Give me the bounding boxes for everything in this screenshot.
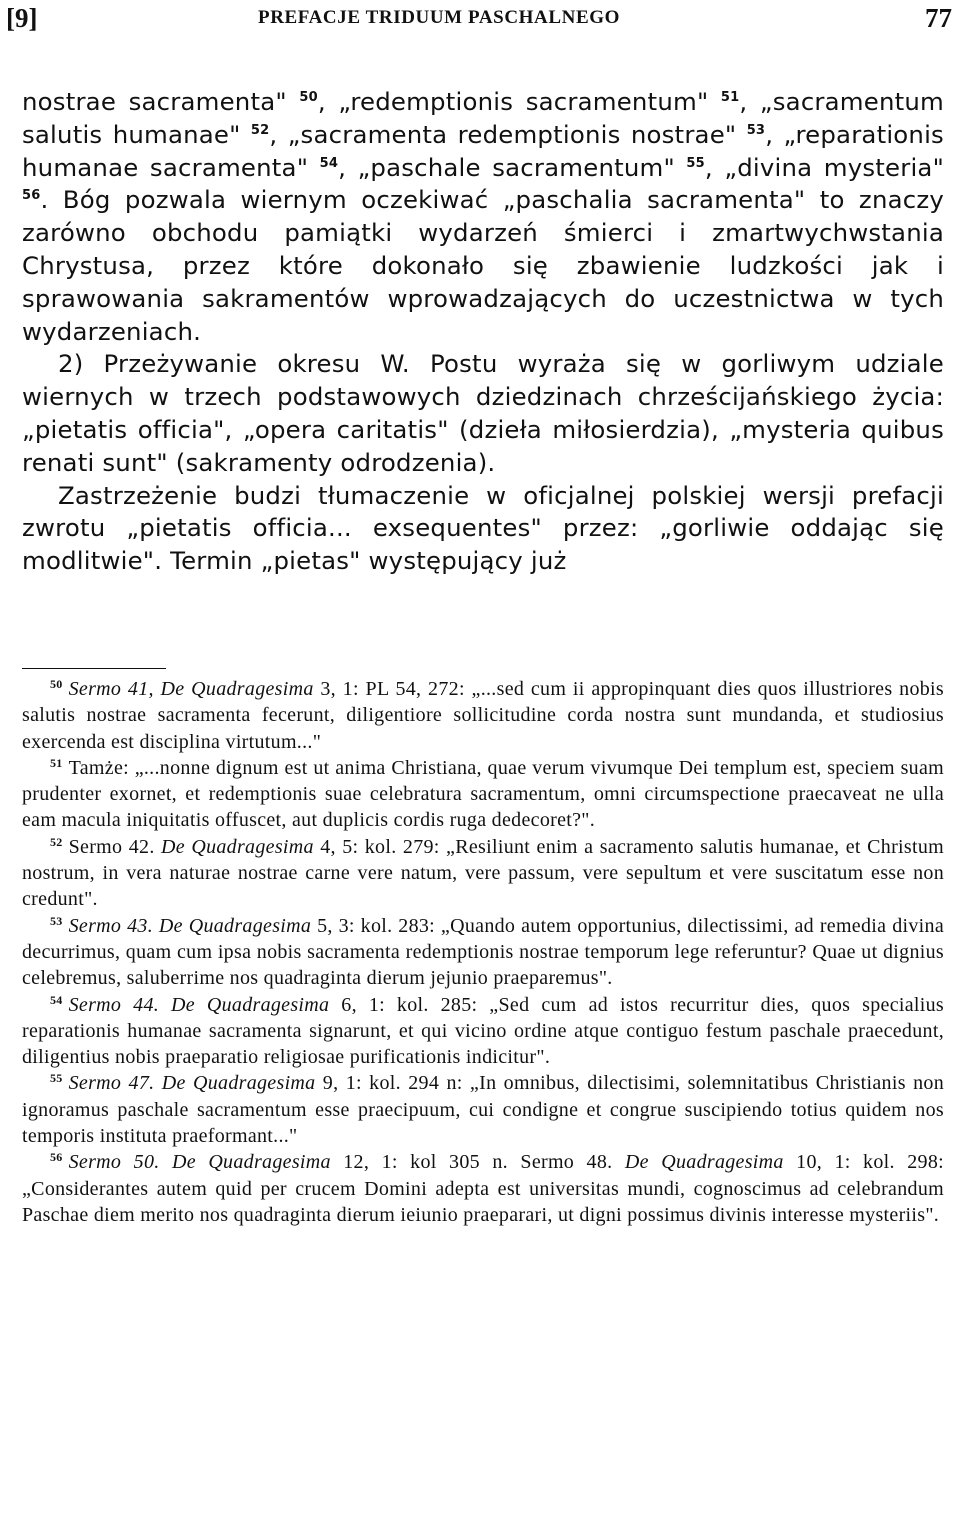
running-title: PREFACJE TRIDUUM PASCHALNEGO xyxy=(258,7,620,28)
footnote-text: 9, 1: kol. 294 n: „In omnibus, dilectisimi, solemnitatibus Christianis non ignoramus paschale sacramentum esse praecipuum, cui condigne et congrue suscipiendo totius quidem nos temporis instituta praeformant..." xyxy=(22,1072,944,1148)
text-run: , „reparationis humanae sacramenta" xyxy=(22,119,944,182)
paragraph-2: 2) Przeżywanie okresu W. Postu wyraża się w gorliwym udziale wiernych w trzech podstawowych dziedzinach chrześcijańskiego życia: „pietatis officia", „opera caritatis" (dzieła miłosierdzia), „mysteria quibus renati sunt" (sakramenty odrodzenia). xyxy=(22,349,944,477)
citation-title: Sermo 41, De Quadragesima xyxy=(68,678,314,700)
footnote-number: 53 xyxy=(50,913,63,928)
text-run: , „paschale sacramentum" xyxy=(338,152,675,182)
footnote-51 xyxy=(22,755,944,834)
citation-title: Sermo 50. De Quadragesima xyxy=(68,1151,331,1174)
footnote-number: 51 xyxy=(50,755,63,770)
section-number: [9] xyxy=(6,3,38,33)
footnote-number: 54 xyxy=(50,992,63,1007)
footnote-ref: 52 xyxy=(250,122,270,138)
footnote-ref: 55 xyxy=(686,155,705,171)
footnote-ref: 56 xyxy=(22,188,41,204)
text-run: , „sacramentum salutis humanae" xyxy=(22,87,945,149)
citation-title: De Quadragesima xyxy=(161,835,314,858)
footnote-ref: 51 xyxy=(720,90,740,105)
citation-lead: Sermo 42. xyxy=(68,835,162,858)
footnote-56 xyxy=(22,1149,944,1228)
text-run: , „divina mysteria" xyxy=(704,152,945,182)
footnote-text: 6, 1: kol. 285: „Sed cum ad istos recurritur dies, quos specialius reparationis humanae sacramenta signarunt, et qui vicino ordine atque contiguo festum paschale praecedunt, diligentius nobis praeparatio religiosae purificationis indicitur". xyxy=(22,993,945,1069)
paragraph-1 xyxy=(22,86,944,348)
main-text xyxy=(22,86,944,578)
footnote-number: 55 xyxy=(50,1071,63,1086)
footnote-55 xyxy=(22,1070,944,1149)
footnote-text: 3, 1: PL 54, 272: „...sed cum ii appropinquant dies quos illustriores nobis salutis nostrae sacramenta fecerunt, diligentiore sollicitudine corda nostra sunt mundanda, et studiosius exercenda est disciplina virtutum..." xyxy=(22,678,944,753)
citation-title: De Quadragesima xyxy=(624,1151,784,1174)
footnote-text: Tamże: „...nonne dignum est ut anima Christiana, quae verum vivumque Dei templum est, speciem suam prudenter exornet, et redemptionis suae celebratura sacramentum, omni circumspectione praecaveat ne ulla eam macula iniquitatis offuscet, aut duplicis cordis ruga dedecoret?". xyxy=(22,756,944,832)
text-run: , „redemptionis sacramentum" xyxy=(317,87,709,116)
citation-title: Sermo 47. De Quadragesima xyxy=(68,1072,316,1095)
text-run: nostrae sacramenta" xyxy=(22,87,287,116)
footnote-52 xyxy=(22,834,944,913)
citation-title: Sermo 43. De Quadragesima xyxy=(68,914,312,937)
footnotes xyxy=(22,676,944,1228)
text-run: , „sacramenta redemptionis nostrae" xyxy=(269,119,737,149)
footnote-ref: 54 xyxy=(319,155,339,171)
footnote-text: 5, 3: kol. 283: „Quando autem opportunius, dilectissimi, ad remedia divina decurrimus, quam cum ipsa nobis sacramenta redemptionis nostrae temporum lege referuntur? Quae ut dignius celebremus, saluberrime nos quadraginta dierum jejunio praeparemus". xyxy=(22,914,945,990)
text-run: . Bóg pozwala wiernym oczekiwać „paschalia sacramenta" to znaczy zarówno obchodu pamiątki wydarzeń śmierci i zmartwychwstania Chrystusa, przez które dokonało się zbawienie ludzkości jak i sprawowania sakramentów wprowadzających do uczestnictwa w tych wydarzeniach. xyxy=(22,185,944,346)
citation-title: Sermo 44. De Quadragesima xyxy=(68,993,330,1016)
footnote-text: 4, 5: kol. 279: „Resiliunt enim a sacramento salutis humanae, et Christum nostrum, in vera naturae nostrae carne vere natum, vere passum, vere sepultum et vere suscitatum esse non credunt". xyxy=(22,835,945,911)
paragraph-3: Zastrzeżenie budzi tłumaczenie w oficjalnej polskiej wersji prefacji zwrotu „pietatis officia... exsequentes" przez: „gorliwie oddając się modlitwie". Termin „pietas" występujący już xyxy=(22,480,944,576)
footnote-number: 52 xyxy=(50,834,63,849)
footnote-ref: 50 xyxy=(299,90,318,105)
running-header xyxy=(0,3,960,37)
footnote-50 xyxy=(22,676,944,755)
footnote-number: 56 xyxy=(50,1150,63,1165)
footnote-54 xyxy=(22,992,944,1071)
page-number: 77 xyxy=(925,3,952,33)
footnote-text: 12, 1: kol 305 n. Sermo 48. xyxy=(330,1151,625,1174)
footnote-53 xyxy=(22,913,944,992)
footnote-ref: 53 xyxy=(746,122,766,138)
footnote-text: 10, 1: kol. 298: „Considerantes autem quid per crucem Domini adepta est universitas mundi, cognoscimus ad celebrandum Paschae diem merito nos quadraginta dierum ieiunio praeparari, ut digni possimus divinis interesse mysteriis". xyxy=(22,1151,945,1226)
footnote-separator xyxy=(22,668,166,669)
footnote-number: 50 xyxy=(50,677,63,691)
